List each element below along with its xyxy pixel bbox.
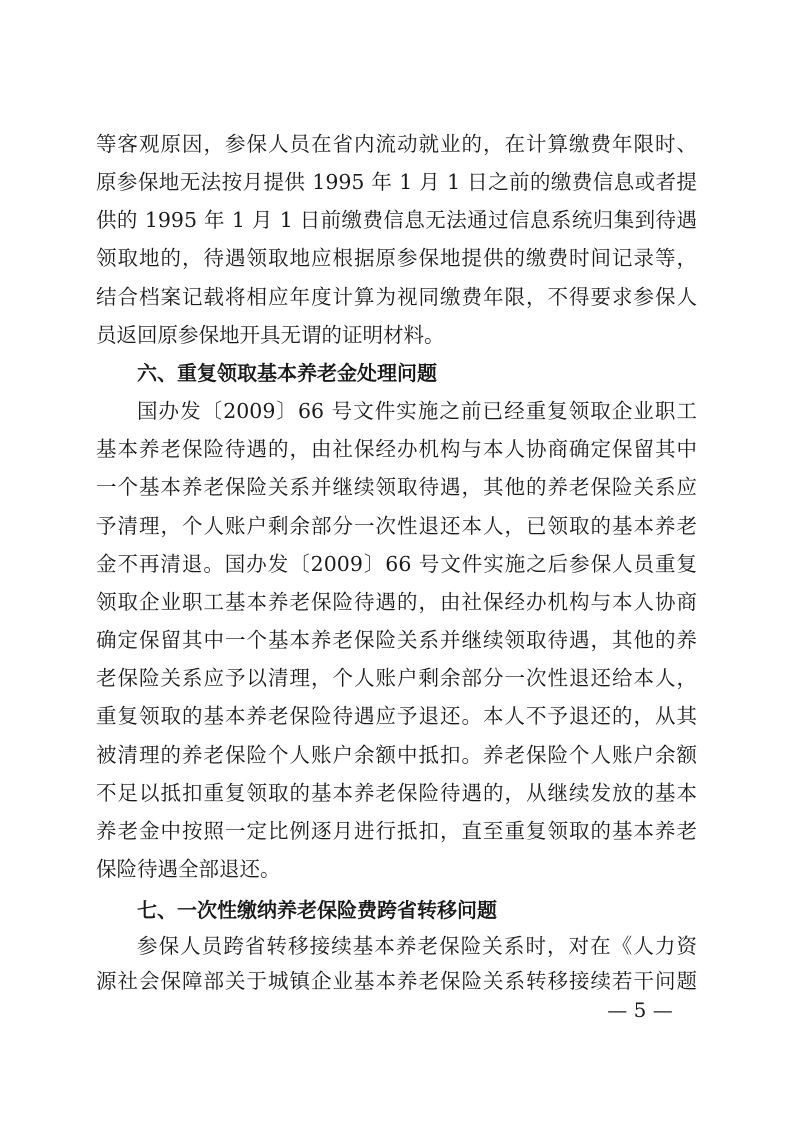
body-line-4: 领取地的，待遇领取地应根据原参保地提供的缴费时间记录等， [96,246,697,270]
body-line-15: 老保险关系应予以清理，个人账户剩余部分一次性退还给本人， [96,666,697,690]
body-line-20: 保险待遇全部退还。 [96,857,281,881]
body-line-17: 被清理的养老保险个人账户余额中抵扣。养老保险个人账户余额 [96,743,697,767]
body-line-16: 重复领取的基本养老保险待遇应予退还。本人不予退还的，从其 [96,704,697,728]
body-line-10: 一个基本养老保险关系并继续领取待遇，其他的养老保险关系应 [96,475,697,499]
body-line-8: 国办发〔2009〕66 号文件实施之前已经重复领取企业职工 [137,399,697,423]
body-line-14: 确定保留其中一个基本养老保险关系并继续领取待遇，其他的养 [96,628,697,652]
body-line-19: 养老金中按照一定比例逐月进行抵扣，直至重复领取的基本养老 [96,819,697,843]
body-line-13: 领取企业职工基本养老保险待遇的，由社保经办机构与本人协商 [96,590,697,614]
body-line-18: 不足以抵扣重复领取的基本养老保险待遇的，从继续发放的基本 [96,781,697,805]
page-number: — 5 — [607,998,673,1022]
body-line-11: 予清理，个人账户剩余部分一次性退还本人，已领取的基本养老 [96,514,697,538]
section-heading-7: 七、一次性缴纳养老保险费跨省转移问题 [137,898,497,922]
body-line-9: 基本养老保险待遇的，由社保经办机构与本人协商确定保留其中 [96,437,697,461]
body-line-6: 员返回原参保地开具无谓的证明材料。 [96,323,445,347]
section-heading-6: 六、重复领取基本养老金处理问题 [137,361,437,385]
body-line-23: 源社会保障部关于城镇企业基本养老保险关系转移接续若干问题 [96,969,697,993]
body-line-22: 参保人员跨省转移接续基本养老保险关系时，对在《人力资 [137,934,697,958]
body-line-5: 结合档案记载将相应年度计算为视同缴费年限，不得要求参保人 [96,285,697,309]
body-line-2: 原参保地无法按月提供 1995 年 1 月 1 日之前的缴费信息或者提 [96,170,697,194]
body-line-12: 金不再清退。国办发〔2009〕66 号文件实施之后参保人员重复 [96,552,697,576]
body-line-1: 等客观原因，参保人员在省内流动就业的，在计算缴费年限时、 [96,132,697,156]
body-line-3: 供的 1995 年 1 月 1 日前缴费信息无法通过信息系统归集到待遇 [96,208,697,232]
